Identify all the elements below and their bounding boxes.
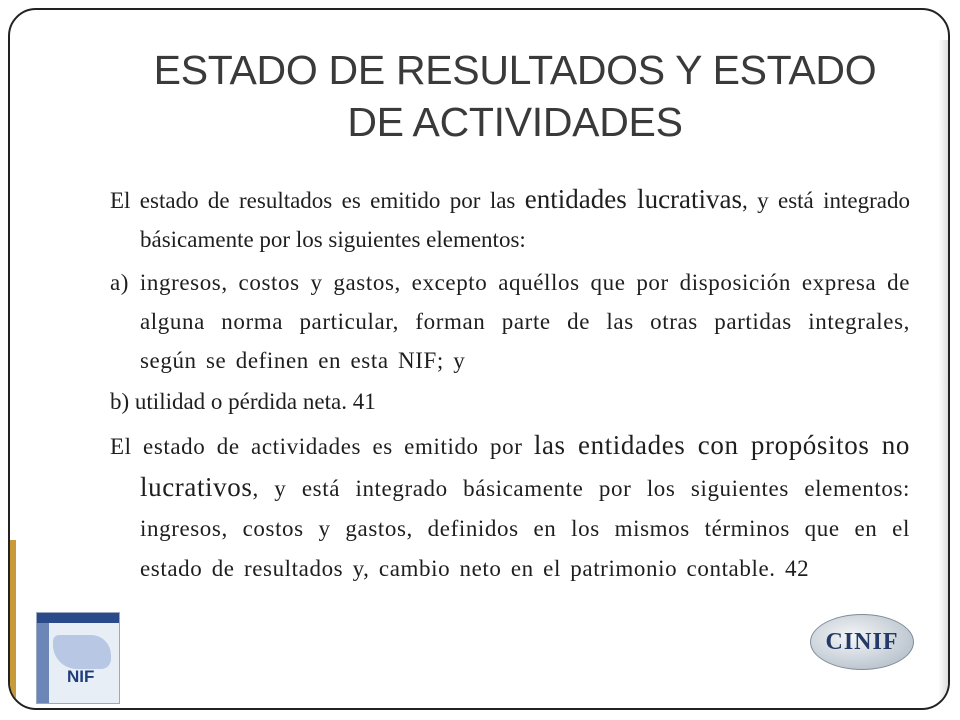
left-accent-bar bbox=[10, 540, 16, 710]
nif-book-band bbox=[37, 613, 119, 623]
list-item-b: b) utilidad o pérdida neta. 41 bbox=[110, 389, 376, 414]
slide bbox=[8, 8, 950, 710]
paragraph1-text1: es emitido por las bbox=[332, 188, 525, 213]
title-line-1: ESTADO DE RESULTADOS Y ESTADO bbox=[153, 47, 877, 93]
emphasis-entidades-lucrativas: entidades lucrativas bbox=[524, 184, 743, 214]
paragraph-estado-resultados bbox=[110, 180, 910, 259]
paragraph1-text2: , y está integrado básicamente por los siguientes elementos: bbox=[140, 188, 910, 252]
term-estado-resultados: El estado de resultados bbox=[110, 188, 333, 213]
paragraph2-text2: , y está integrado básicamente por los siguientes elementos: ingresos, costos y gastos, definidos en los mismos términos que en el estado de resultados y, cambio neto en el patrimonio contable. 42 bbox=[140, 476, 910, 581]
paragraph-estado-actividades bbox=[110, 425, 910, 589]
cinif-logo-text: CINIF bbox=[825, 629, 899, 655]
paragraph2-text1: es emitido por bbox=[361, 434, 534, 459]
emphasis-entidades-no-lucrativas: las entidades con propósitos no lucrativos bbox=[140, 430, 910, 502]
nif-book-spine bbox=[37, 623, 49, 703]
cinif-logo bbox=[810, 614, 914, 670]
slide-title bbox=[70, 44, 950, 148]
title-line-2: DE ACTIVIDADES bbox=[347, 99, 683, 145]
mexico-map-icon bbox=[53, 635, 111, 669]
list-item-a: a) ingresos, costos y gastos, excepto aquéllos que por disposición expresa de alguna norma particular, forman parte de las otras partidas integrales, según se definen en esta NIF; y bbox=[110, 270, 910, 373]
nif-book-logo bbox=[36, 612, 120, 704]
slide-content bbox=[110, 180, 910, 589]
term-estado-actividades: El estado de actividades bbox=[110, 434, 362, 459]
nif-logo-text: NIF bbox=[67, 667, 95, 686]
